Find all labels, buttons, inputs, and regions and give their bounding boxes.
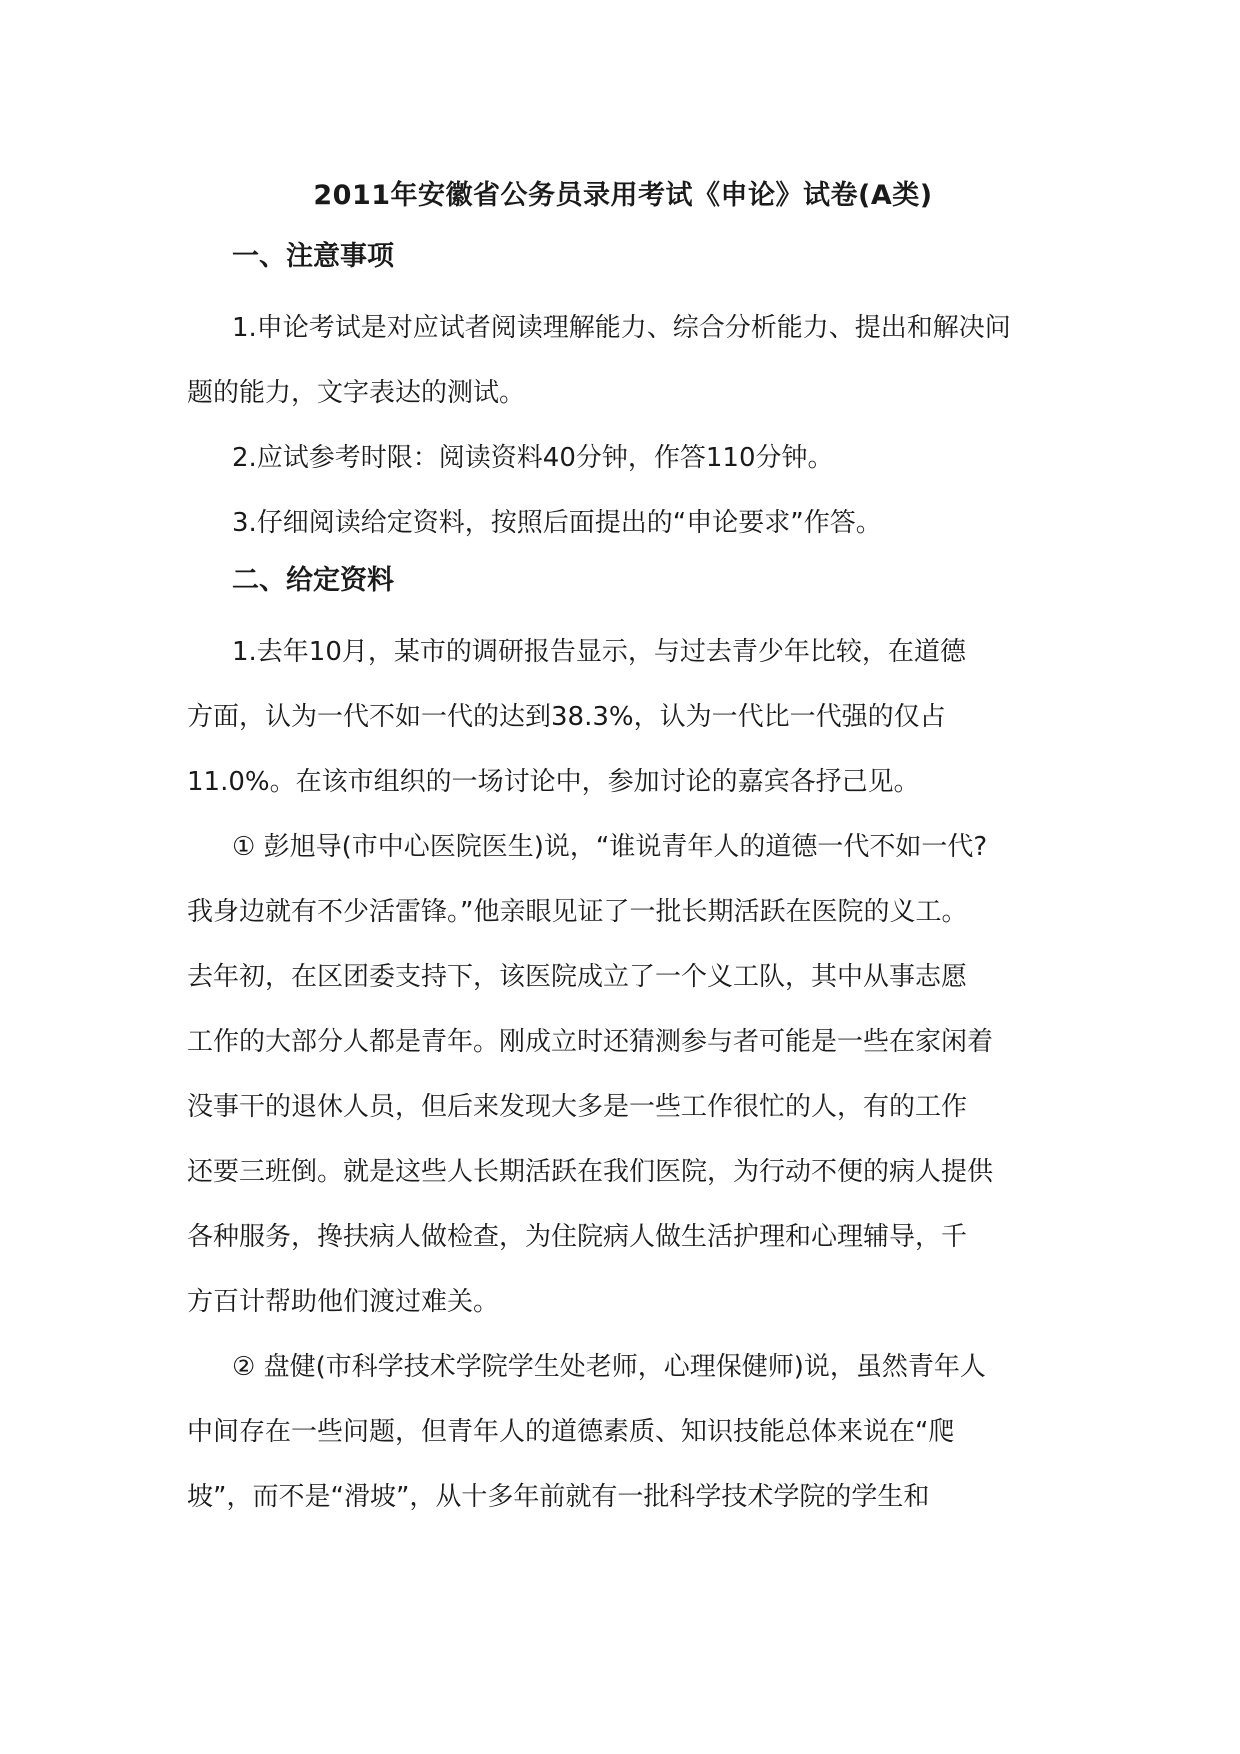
section-heading-materials: 二、给定资料 bbox=[232, 565, 394, 596]
paragraph-line: ① 彭旭导(市中心医院医生)说，“谁说青年人的道德一代不如一代? bbox=[232, 832, 988, 862]
document-body bbox=[187, 172, 1059, 1530]
paragraph-line: 工作的大部分人都是青年。刚成立时还猜测参与者可能是一些在家闲着 bbox=[187, 1027, 994, 1057]
note-item-2 bbox=[187, 426, 1059, 491]
opinion-paragraph-1 bbox=[187, 815, 1059, 1335]
paragraph-line: 2.应试参考时限：阅读资料40分钟，作答110分钟。 bbox=[232, 443, 834, 473]
material-paragraph-1 bbox=[187, 620, 1059, 815]
paragraph-line: 还要三班倒。就是这些人长期活跃在我们医院，为行动不便的病人提供 bbox=[187, 1157, 994, 1187]
paragraph-line: 坡”，而不是“滑坡”，从十多年前就有一批科学技术学院的学生和 bbox=[187, 1482, 930, 1512]
paragraph-line: 1.申论考试是对应试者阅读理解能力、综合分析能力、提出和解决问 bbox=[232, 313, 1011, 343]
paragraph-line: 11.0%。在该市组织的一场讨论中，参加讨论的嘉宾各抒己见。 bbox=[187, 767, 920, 797]
opinion-paragraph-2 bbox=[187, 1335, 1059, 1530]
document-title: 2011年安徽省公务员录用考试《申论》试卷(A类) bbox=[313, 180, 933, 211]
paragraph-line: 我身边就有不少活雷锋。”他亲眼见证了一批长期活跃在医院的义工。 bbox=[187, 897, 968, 927]
paragraph-line: 各种服务，搀扶病人做检查，为住院病人做生活护理和心理辅导，千 bbox=[187, 1222, 968, 1252]
section-heading-notes: 一、注意事项 bbox=[232, 241, 394, 272]
paragraph-line: 方面，认为一代不如一代的达到38.3%，认为一代比一代强的仅占 bbox=[187, 702, 946, 732]
paragraph-line: 题的能力，文字表达的测试。 bbox=[187, 378, 526, 408]
paragraph-line: 没事干的退休人员，但后来发现大多是一些工作很忙的人，有的工作 bbox=[187, 1092, 968, 1122]
paragraph-line: 中间存在一些问题，但青年人的道德素质、知识技能总体来说在“爬 bbox=[187, 1417, 955, 1447]
paragraph-line: ② 盘健(市科学技术学院学生处老师，心理保健师)说，虽然青年人 bbox=[232, 1352, 986, 1382]
paragraph-line: 3.仔细阅读给定资料，按照后面提出的“申论要求”作答。 bbox=[232, 508, 882, 538]
paragraph-line: 1.去年10月，某市的调研报告显示，与过去青少年比较，在道德 bbox=[232, 637, 966, 667]
paragraph-line: 方百计帮助他们渡过难关。 bbox=[187, 1287, 500, 1317]
paragraph-line: 去年初，在区团委支持下，该医院成立了一个义工队，其中从事志愿 bbox=[187, 962, 968, 992]
note-item-1 bbox=[187, 296, 1059, 426]
note-item-3 bbox=[187, 491, 1059, 556]
